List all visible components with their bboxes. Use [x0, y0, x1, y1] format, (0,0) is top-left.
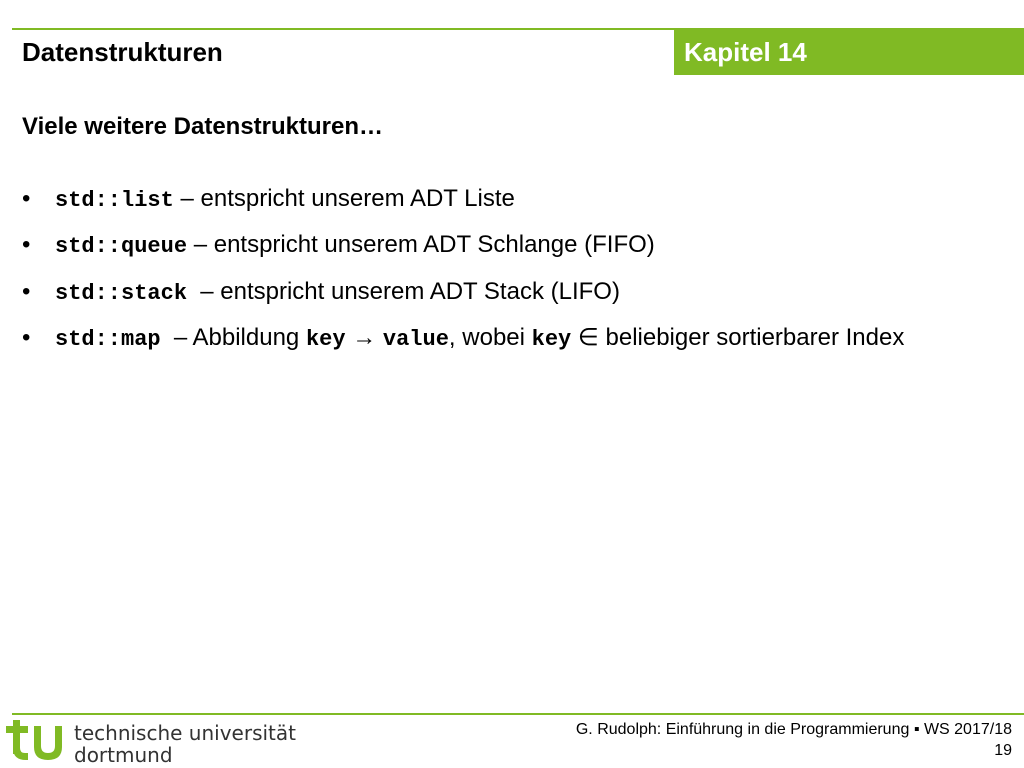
slide-heading: Viele weitere Datenstrukturen… [22, 113, 384, 140]
code-std-stack: std::stack [55, 281, 201, 306]
element-of-symbol: ∈ [571, 324, 606, 351]
bullet-description: , wobei [448, 324, 532, 351]
university-name-line1: technische universität [74, 721, 296, 745]
code-std-list: std::list [55, 188, 174, 213]
tu-logo-icon [4, 718, 68, 764]
bullet-description: – entspricht unserem ADT Schlange (FIFO) [187, 231, 655, 258]
chapter-badge [674, 28, 1024, 75]
bullet-dot: • [22, 231, 31, 258]
page-number: 19 [994, 742, 1012, 759]
bullet-description: – entspricht unserem ADT Liste [173, 185, 515, 212]
slide-section-title: Datenstrukturen [22, 37, 223, 67]
bullet-description: beliebiger sortierbarer Index [605, 324, 905, 351]
bullet-text [55, 277, 620, 309]
bullet-text [55, 184, 515, 216]
code-std-map: std::map [55, 327, 174, 352]
header-top-rule [12, 28, 674, 30]
bullet-description: – Abbildung [173, 324, 306, 351]
code-std-queue: std::queue [55, 234, 188, 259]
code-value: value [382, 327, 449, 352]
code-key: key [305, 327, 346, 352]
bullet-dot: • [22, 278, 31, 305]
arrow-symbol: → [345, 324, 383, 351]
university-name-line2: dortmund [74, 743, 173, 767]
chapter-label: Kapitel 14 [684, 37, 807, 67]
footer-course-info: G. Rudolph: Einführung in die Programmierung ▪ WS 2017/18 [575, 721, 1012, 738]
bullet-description: – entspricht unserem ADT Stack (LIFO) [200, 278, 620, 305]
bullet-text [55, 323, 904, 355]
bullet-dot: • [22, 185, 31, 212]
footer-top-rule [12, 713, 1024, 715]
code-key: key [531, 327, 572, 352]
bullet-text [55, 230, 655, 262]
bullet-dot: • [22, 324, 31, 351]
